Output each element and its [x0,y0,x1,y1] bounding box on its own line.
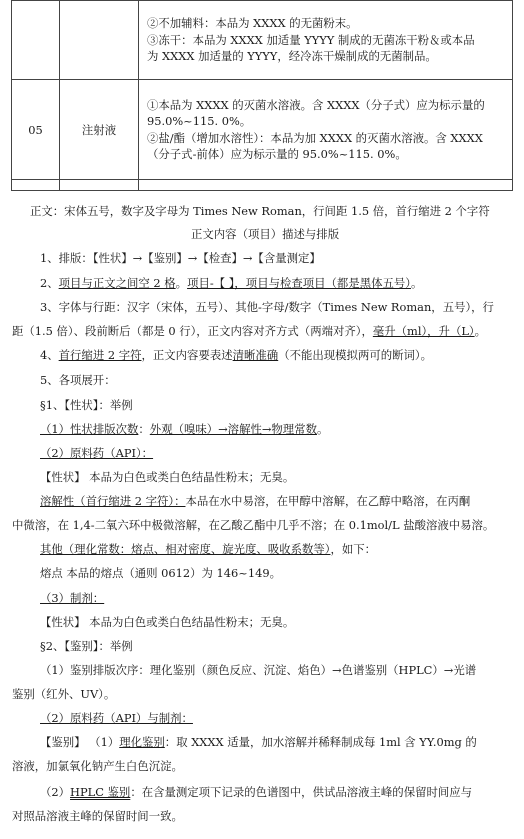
section-2-item-1-line-1: （1）鉴别排版次序：理化鉴别（颜色反应、沉淀、焰色）→色谱鉴别（HPLC）→光谱 [40,663,477,677]
dosage-form-table [11,0,513,191]
paragraph-5: 5、各项展开： [40,373,116,387]
table-cell-description [139,80,513,180]
hplc-line-1: （2）HPLC 鉴别：在含量测定项下记录的色谱图中，供试品溶液主峰的保留时间应与 [40,785,473,799]
paragraph-3-line-1: 3、字体与行距：汉字（宋体，五号）、其他-字母/数字（Times New Roman，五号），行 [40,300,494,314]
section-1-item-3: （3）制剂： [40,591,105,605]
description-line: 为 XXXX 加适量的 YYYY，经冷冻干燥制成的无菌制品。 [147,49,437,64]
description-line: ①本品为 XXXX 的灭菌水溶液。含 XXXX（分子式）应为标示量的 [147,97,485,112]
description-line: ②不加辅料：本品为 XXXX 的无菌粉末。 [147,16,358,31]
solubility-line-2: 中微溶，在 1,4-二氧六环中极微溶解，在乙酸乙酯中几乎不溶；在 0.1mol/L 盐酸溶液中易溶。 [12,518,495,532]
melting-point: 熔点 本品的熔点（通则 0612）为 146~149。 [40,566,281,580]
description-line: ③冻干：本品为 XXXX 加适量 YYYY 制成的无菌冻干粉＆或本品 [147,32,475,47]
table-cell-number [12,1,60,80]
physical-constants: 其他（理化常数：熔点、相对密度、旋光度、吸收系数等），如下： [40,542,377,556]
table-cell-form: 注射液 [60,80,139,180]
description-line: 95.0%~115. 0%。 [147,114,252,128]
identification-line-1: 【鉴别】 （1）理化鉴别：取 XXXX 适量，加水溶解并稀释制成每 1ml 含 YY.0mg 的 [40,735,477,749]
hplc-line-2: 对照品溶液主峰的保留时间一致。 [12,809,183,823]
table-cell-number: 05 [12,80,60,180]
section-2-item-2: （2）原料药（API）与制剂： [40,711,193,725]
section-1-item-1: （1）性状排版次数：外观（嗅味）→溶解性→物理常数。 [40,422,329,436]
paragraph-2: 2、项目与正文之间空 2 格。项目-【 】，项目与检查项目（都是黑体五号）。 [40,276,423,290]
paragraph-4: 4、首行缩进 2 字符，正文内容要表述清晰准确（不能出现模拟两可的断词）。 [40,348,432,362]
section-1-heading: §1、【性状】：举例 [40,398,133,412]
table-cell-description [139,1,513,80]
preparation-appearance: 【性状】 本品为白色或类白色结晶性粉末；无臭。 [40,615,295,629]
description-line: ②盐/酯（增加水溶性）：本品为加 XXXX 的灭菌水溶液。含 XXXX [147,130,483,145]
identification-line-2: 溶液，加氯氧化钠产生白色沉淀。 [12,759,183,773]
section-heading: 正文内容（项目）描述与排版 [191,227,340,241]
section-2-item-1-line-2: 鉴别（红外、UV）。 [12,687,116,701]
table-row [12,1,513,80]
table-row [12,80,513,180]
description-line: （分子式-前体）应为标示量的 95.0%~115. 0%。 [147,147,407,161]
table-cell-form [60,1,139,80]
table-row [12,180,513,191]
section-1-item-2: （2）原料药（API）： [40,446,154,460]
paragraph-1: 1、排版：【性状】→【鉴别】→【检查】→【含量测定】 [40,251,321,265]
format-note: 正文：宋体五号，数字及字母为 Times New Roman，行间距 1.5 倍，首行缩进 2 个字符 [30,204,490,218]
section-2-heading: §2、【鉴别】：举例 [40,639,133,653]
api-appearance: 【性状】 本品为白色或类白色结晶性粉末；无臭。 [40,470,295,484]
paragraph-3-line-2: 距（1.5 倍）、段前断后（都是 0 行），正文内容对齐方式（两端对齐），毫升（ml），升（L）。 [12,324,486,338]
solubility-line-1: 溶解性（首行缩进 2 字符）：本品在水中易溶，在甲醇中溶解，在乙醇中略溶，在丙酮 [40,494,471,508]
